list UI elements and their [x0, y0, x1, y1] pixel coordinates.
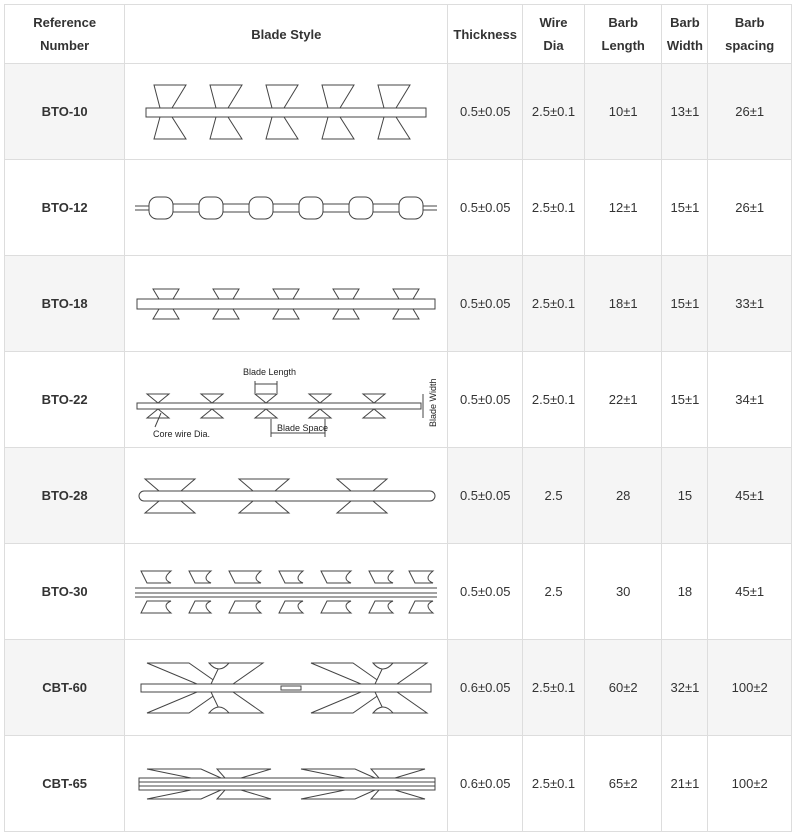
barb-length-cell: 30	[584, 544, 662, 640]
table-row	[5, 352, 792, 448]
wire-dia-cell: 2.5	[523, 448, 585, 544]
label-blade-width: Blade Width	[428, 377, 439, 427]
header-row	[5, 5, 792, 64]
header-barb-width-line2: Width	[666, 38, 703, 53]
header-reference-line1: Reference	[33, 15, 97, 30]
thickness-cell: 0.5±0.05	[448, 352, 523, 448]
wire-dia-cell: 2.5±0.1	[523, 736, 585, 832]
header-wire-line2: Dia	[543, 38, 564, 53]
header-wire-dia	[523, 5, 585, 64]
barb-width-cell: 15	[662, 448, 708, 544]
blade-style-cell	[125, 160, 448, 256]
blade-style-cell	[125, 448, 448, 544]
barb-width-cell: 32±1	[662, 640, 708, 736]
thickness-cell: 0.5±0.05	[448, 64, 523, 160]
header-barb-spacing	[708, 5, 792, 64]
blade-diagram-cbt-65	[128, 744, 444, 824]
blade-diagram-bto-18	[128, 264, 444, 344]
barb-length-cell: 18±1	[584, 256, 662, 352]
barb-width-cell: 15±1	[662, 352, 708, 448]
wire-dia-cell: 2.5	[523, 544, 585, 640]
reference-cell: BTO-12	[5, 160, 125, 256]
blade-style-cell	[125, 256, 448, 352]
barb-spacing-cell: 45±1	[708, 448, 792, 544]
header-barb-length-line2: Length	[601, 38, 645, 53]
blade-diagram-bto-12	[128, 168, 444, 248]
blade-style-cell	[125, 352, 448, 448]
barb-spacing-cell: 26±1	[708, 160, 792, 256]
wire-dia-cell: 2.5±0.1	[523, 256, 585, 352]
blade-style-cell	[125, 64, 448, 160]
table-row	[5, 544, 792, 640]
barb-length-cell: 22±1	[584, 352, 662, 448]
barb-length-cell: 10±1	[584, 64, 662, 160]
thickness-cell: 0.5±0.05	[448, 544, 523, 640]
reference-cell: BTO-30	[5, 544, 125, 640]
reference-cell: CBT-60	[5, 640, 125, 736]
header-wire-line1: Wire	[539, 15, 568, 30]
barb-length-cell: 12±1	[584, 160, 662, 256]
thickness-cell: 0.6±0.05	[448, 736, 523, 832]
reference-cell: BTO-22	[5, 352, 125, 448]
header-barb-length-line1: Barb	[608, 15, 638, 30]
label-blade-space: Blade Space	[277, 422, 329, 433]
reference-cell: CBT-65	[5, 736, 125, 832]
barb-spacing-cell: 100±2	[708, 736, 792, 832]
blade-diagram-bto-10	[128, 72, 444, 152]
header-barb-length	[584, 5, 662, 64]
reference-cell: BTO-28	[5, 448, 125, 544]
barb-spacing-cell: 100±2	[708, 640, 792, 736]
barb-width-cell: 15±1	[662, 160, 708, 256]
label-blade-length: Blade Length	[243, 366, 297, 377]
reference-cell: BTO-18	[5, 256, 125, 352]
reference-cell: BTO-10	[5, 64, 125, 160]
blade-style-cell	[125, 640, 448, 736]
barb-length-cell: 60±2	[584, 640, 662, 736]
wire-dia-cell: 2.5±0.1	[523, 160, 585, 256]
header-barb-width	[662, 5, 708, 64]
table-row	[5, 64, 792, 160]
blade-diagram-bto-28	[128, 456, 444, 536]
barb-width-cell: 21±1	[662, 736, 708, 832]
header-barb-spacing-line1: Barb	[734, 15, 765, 30]
header-barb-width-line1: Barb	[670, 15, 700, 30]
header-reference-line2: Number	[40, 38, 90, 53]
thickness-cell: 0.5±0.05	[448, 256, 523, 352]
barb-spacing-cell: 34±1	[708, 352, 792, 448]
header-barb-spacing-line2: spacing	[725, 38, 775, 53]
header-reference	[5, 5, 125, 64]
blade-style-cell	[125, 736, 448, 832]
header-blade-style: Blade Style	[125, 5, 448, 64]
blade-diagram-bto-22	[128, 360, 444, 440]
specification-table	[4, 4, 792, 832]
barb-width-cell: 18	[662, 544, 708, 640]
thickness-cell: 0.5±0.05	[448, 448, 523, 544]
table-row	[5, 448, 792, 544]
barb-width-cell: 15±1	[662, 256, 708, 352]
thickness-cell: 0.5±0.05	[448, 160, 523, 256]
barb-width-cell: 13±1	[662, 64, 708, 160]
thickness-cell: 0.6±0.05	[448, 640, 523, 736]
wire-dia-cell: 2.5±0.1	[523, 640, 585, 736]
blade-style-cell	[125, 544, 448, 640]
barb-length-cell: 28	[584, 448, 662, 544]
label-core-wire: Core wire Dia.	[153, 428, 211, 439]
table-row	[5, 256, 792, 352]
blade-diagram-bto-30	[128, 552, 444, 632]
barb-spacing-cell: 33±1	[708, 256, 792, 352]
barb-length-cell: 65±2	[584, 736, 662, 832]
barb-spacing-cell: 45±1	[708, 544, 792, 640]
wire-dia-cell: 2.5±0.1	[523, 352, 585, 448]
blade-diagram-cbt-60	[128, 648, 444, 728]
wire-dia-cell: 2.5±0.1	[523, 64, 585, 160]
table-row	[5, 640, 792, 736]
header-thickness: Thickness	[448, 5, 523, 64]
barb-spacing-cell: 26±1	[708, 64, 792, 160]
table-row	[5, 736, 792, 832]
table-row	[5, 160, 792, 256]
